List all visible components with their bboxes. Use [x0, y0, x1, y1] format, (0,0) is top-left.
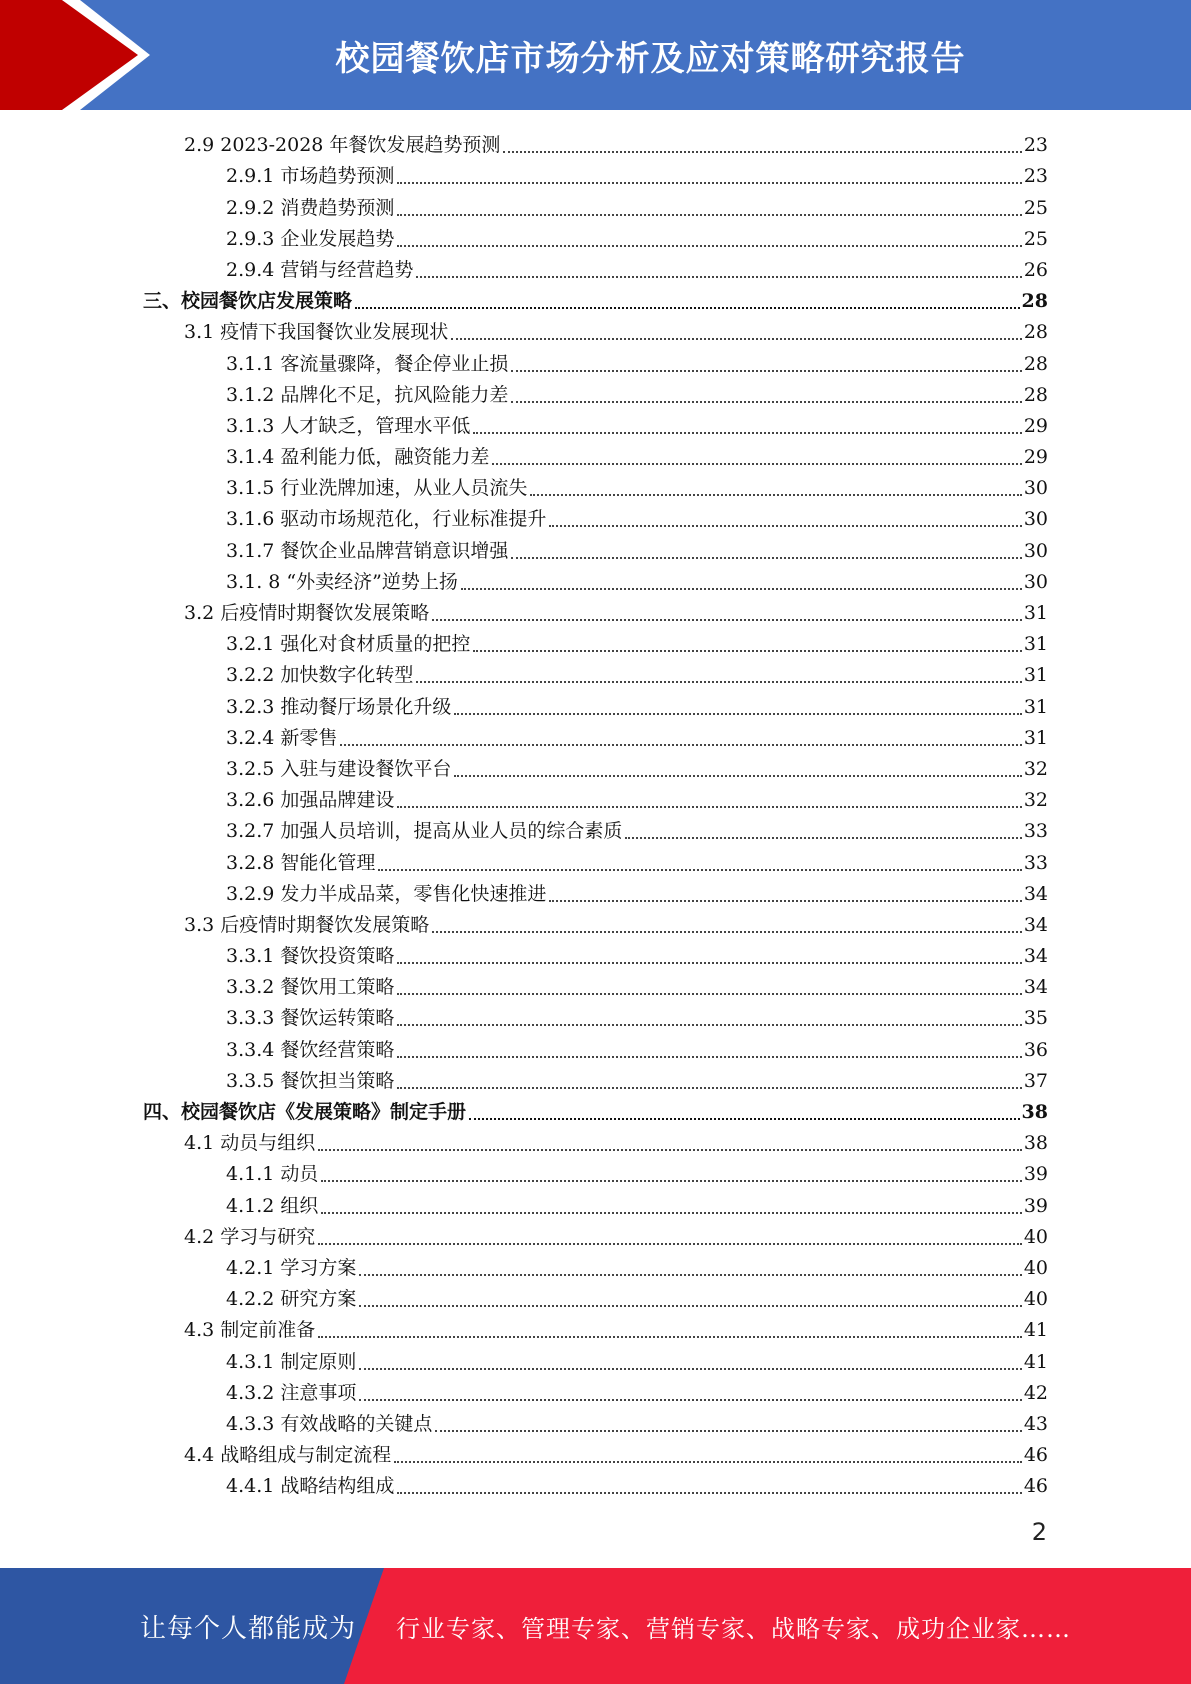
- toc-entry[interactable]: [0, 1000, 1191, 1031]
- toc-entry[interactable]: [0, 751, 1191, 782]
- toc-entry[interactable]: [0, 1406, 1191, 1437]
- toc-entry[interactable]: [0, 1187, 1191, 1218]
- toc-entry-page: 28: [1023, 383, 1048, 406]
- toc-entry-label: 3.3.3 餐饮运转策略: [226, 1007, 395, 1030]
- toc-leader-dots: [321, 1212, 1021, 1214]
- toc-entry-page: 31: [1023, 664, 1048, 687]
- toc-entry-page: 30: [1023, 508, 1048, 531]
- toc-leader-dots: [511, 370, 1021, 372]
- toc-entry-label: 4.1 动员与组织: [184, 1132, 316, 1155]
- toc-leader-dots: [321, 1180, 1021, 1182]
- toc-entry-page: 46: [1023, 1444, 1048, 1467]
- toc-entry-label: 4.1.1 动员: [226, 1163, 319, 1186]
- toc-leader-dots: [359, 1399, 1021, 1401]
- toc-entry-page: 41: [1023, 1350, 1048, 1373]
- toc-leader-dots: [397, 1492, 1021, 1494]
- toc-leader-dots: [454, 775, 1021, 777]
- toc-leader-dots: [397, 245, 1021, 247]
- toc-leader-dots: [432, 931, 1022, 933]
- toc-entry-page: 32: [1023, 757, 1048, 780]
- toc-entry[interactable]: [0, 626, 1191, 657]
- toc-entry[interactable]: [0, 1156, 1191, 1187]
- toc-entry[interactable]: [0, 720, 1191, 751]
- toc-leader-dots: [359, 1368, 1021, 1370]
- toc-entry-label: 4.3.1 制定原则: [226, 1350, 357, 1373]
- toc-entry-label: 4.2.2 研究方案: [226, 1288, 357, 1311]
- toc-entry[interactable]: [0, 1312, 1191, 1343]
- toc-leader-dots: [359, 1274, 1021, 1276]
- toc-leader-dots: [492, 463, 1021, 465]
- toc-entry-page: 34: [1023, 976, 1048, 999]
- toc-leader-dots: [473, 650, 1021, 652]
- toc-entry-page: 33: [1023, 851, 1048, 874]
- toc-entry-page: 31: [1023, 726, 1048, 749]
- toc-entry[interactable]: [0, 221, 1191, 252]
- toc-entry[interactable]: [0, 283, 1191, 314]
- toc-leader-dots: [530, 494, 1021, 496]
- toc-entry-page: 34: [1023, 945, 1048, 968]
- toc-entry[interactable]: [0, 1281, 1191, 1312]
- toc-entry[interactable]: [0, 1063, 1191, 1094]
- toc-entry[interactable]: [0, 252, 1191, 283]
- toc-leader-dots: [359, 1305, 1021, 1307]
- toc-entry[interactable]: [0, 938, 1191, 969]
- toc-entry-label: 三、校园餐饮店发展策略: [143, 290, 353, 313]
- toc-leader-dots: [461, 588, 1022, 590]
- toc-leader-dots: [397, 182, 1021, 184]
- toc-leader-dots: [469, 1118, 1020, 1120]
- toc-entry-label: 3.3.2 餐饮用工策略: [226, 976, 395, 999]
- toc-entry-label: 3.2.9 发力半成品菜，零售化快速推进: [226, 882, 547, 905]
- toc-leader-dots: [451, 338, 1022, 340]
- toc-leader-dots: [378, 869, 1021, 871]
- toc-entry[interactable]: [0, 1375, 1191, 1406]
- toc-entry-page: 34: [1023, 913, 1048, 936]
- toc-entry-page: 46: [1023, 1475, 1048, 1498]
- toc-leader-dots: [432, 619, 1022, 621]
- toc-entry-page: 33: [1023, 820, 1048, 843]
- toc-entry-page: 36: [1023, 1038, 1048, 1061]
- toc-entry[interactable]: [0, 189, 1191, 220]
- toc-entry-page: 28: [1021, 290, 1048, 313]
- toc-leader-dots: [397, 962, 1021, 964]
- toc-entry-label: 4.2.1 学习方案: [226, 1256, 357, 1279]
- toc-entry-label: 4.3.3 有效战略的关键点: [226, 1412, 433, 1435]
- toc-entry-label: 3.2.3 推动餐厅场景化升级: [226, 695, 452, 718]
- toc-entry-label: 3.2 后疫情时期餐饮发展策略: [184, 602, 430, 624]
- toc-entry[interactable]: [0, 345, 1191, 376]
- toc-entry-label: 2.9.3 企业发展趋势: [226, 227, 395, 250]
- toc-leader-dots: [397, 806, 1021, 808]
- toc-leader-dots: [397, 1056, 1021, 1058]
- toc-leader-dots: [503, 151, 1021, 153]
- toc-entry-label: 3.2.8 智能化管理: [226, 851, 376, 874]
- toc-leader-dots: [473, 432, 1021, 434]
- toc-entry-label: 4.4.1 战略结构组成: [226, 1475, 395, 1498]
- toc-entry[interactable]: [0, 782, 1191, 813]
- toc-entry-page: 31: [1023, 602, 1048, 624]
- toc-leader-dots: [355, 307, 1020, 309]
- toc-entry-label: 2.9 2023-2028 年餐饮发展趋势预测: [184, 134, 501, 157]
- toc-entry-label: 3.3 后疫情时期餐饮发展策略: [184, 913, 430, 936]
- toc-entry-page: 30: [1023, 539, 1048, 562]
- toc-entry-label: 4.1.2 组织: [226, 1194, 319, 1217]
- toc-entry[interactable]: [0, 1031, 1191, 1062]
- toc-leader-dots: [416, 276, 1021, 278]
- toc-entry[interactable]: [0, 532, 1191, 563]
- toc-entry-label: 3.1.1 客流量骤降，餐企停业止损: [226, 352, 509, 375]
- toc-entry-page: 40: [1023, 1225, 1048, 1248]
- toc-entry[interactable]: [0, 377, 1191, 408]
- table-of-contents: [0, 127, 1191, 1499]
- toc-entry-page: 29: [1023, 446, 1048, 469]
- toc-entry[interactable]: [0, 595, 1191, 626]
- toc-entry[interactable]: [0, 657, 1191, 688]
- toc-entry-page: 31: [1023, 633, 1048, 656]
- toc-entry-page: 41: [1023, 1319, 1048, 1342]
- toc-entry-page: 26: [1023, 258, 1048, 281]
- header-band: [0, 0, 1191, 110]
- toc-entry[interactable]: [0, 127, 1191, 158]
- toc-leader-dots: [511, 401, 1021, 403]
- toc-entry[interactable]: [0, 1219, 1191, 1250]
- toc-entry-page: 32: [1023, 789, 1048, 812]
- toc-entry[interactable]: [0, 408, 1191, 439]
- toc-entry[interactable]: [0, 314, 1191, 345]
- toc-entry-page: 40: [1023, 1256, 1048, 1279]
- toc-entry-label: 3.1.3 人才缺乏，管理水平低: [226, 414, 471, 437]
- toc-entry-label: 3.2.4 新零售: [226, 726, 338, 749]
- toc-entry-label: 3.3.1 餐饮投资策略: [226, 945, 395, 968]
- toc-entry-page: 23: [1023, 134, 1048, 157]
- toc-entry-page: 42: [1023, 1381, 1048, 1404]
- toc-entry-label: 3.1. 8 “外卖经济”逆势上扬: [226, 570, 458, 593]
- toc-entry-page: 34: [1023, 882, 1048, 905]
- footer-band: [0, 1568, 1191, 1684]
- toc-entry-label: 2.9.2 消费趋势预测: [226, 196, 395, 219]
- toc-entry-page: 29: [1023, 414, 1048, 437]
- toc-entry-page: 28: [1023, 352, 1048, 375]
- toc-entry-label: 4.3.2 注意事项: [226, 1381, 357, 1404]
- toc-entry-label: 4.3 制定前准备: [184, 1319, 316, 1342]
- toc-entry[interactable]: [0, 876, 1191, 907]
- toc-entry-page: 30: [1023, 477, 1048, 500]
- toc-entry[interactable]: [0, 501, 1191, 532]
- toc-leader-dots: [435, 1430, 1021, 1432]
- toc-entry[interactable]: [0, 907, 1191, 938]
- toc-entry[interactable]: [0, 439, 1191, 470]
- toc-leader-dots: [454, 713, 1021, 715]
- toc-entry-label: 3.3.5 餐饮担当策略: [226, 1069, 395, 1092]
- toc-entry-label: 3.2.5 入驻与建设餐饮平台: [226, 757, 452, 780]
- toc-leader-dots: [397, 993, 1021, 995]
- toc-entry-page: 37: [1023, 1069, 1048, 1092]
- toc-entry[interactable]: [0, 844, 1191, 875]
- toc-entry-page: 35: [1023, 1007, 1048, 1030]
- toc-entry-label: 4.2 学习与研究: [184, 1225, 316, 1248]
- toc-entry-page: 28: [1023, 321, 1048, 344]
- header-arrow-icon: [0, 0, 160, 110]
- toc-entry[interactable]: [0, 1468, 1191, 1499]
- toc-leader-dots: [340, 744, 1021, 746]
- toc-leader-dots: [397, 1024, 1021, 1026]
- toc-entry[interactable]: [0, 1437, 1191, 1468]
- document-title: 校园餐饮店市场分析及应对策略研究报告: [335, 38, 966, 79]
- toc-entry-label: 2.9.1 市场趋势预测: [226, 165, 395, 188]
- toc-leader-dots: [318, 1336, 1022, 1338]
- toc-entry-page: 39: [1023, 1194, 1048, 1217]
- toc-entry-label: 3.2.6 加强品牌建设: [226, 789, 395, 812]
- footer-slogan-left: 让每个人都能成为: [140, 1613, 357, 1644]
- toc-entry[interactable]: [0, 564, 1191, 595]
- toc-entry[interactable]: [0, 813, 1191, 844]
- page-number: 2: [1031, 1518, 1047, 1546]
- toc-entry-label: 3.1.5 行业洗牌加速，从业人员流失: [226, 477, 528, 500]
- toc-entry[interactable]: [0, 969, 1191, 1000]
- toc-entry-label: 3.1.2 品牌化不足，抗风险能力差: [226, 383, 509, 406]
- toc-entry-label: 3.2.1 强化对食材质量的把控: [226, 633, 471, 656]
- toc-entry[interactable]: [0, 1250, 1191, 1281]
- toc-entry-page: 31: [1023, 695, 1048, 718]
- toc-entry-label: 4.4 战略组成与制定流程: [184, 1444, 392, 1467]
- toc-entry-page: 39: [1023, 1163, 1048, 1186]
- toc-entry[interactable]: [0, 158, 1191, 189]
- toc-entry-page: 38: [1021, 1101, 1048, 1123]
- toc-entry[interactable]: [0, 1125, 1191, 1156]
- toc-entry-label: 3.1 疫情下我国餐饮业发展现状: [184, 321, 449, 344]
- toc-entry[interactable]: [0, 688, 1191, 719]
- toc-entry-label: 3.1.6 驱动市场规范化，行业标准提升: [226, 508, 547, 531]
- toc-leader-dots: [416, 681, 1021, 683]
- toc-entry-label: 四、校园餐饮店《发展策略》制定手册: [143, 1101, 467, 1123]
- toc-leader-dots: [549, 525, 1021, 527]
- toc-leader-dots: [318, 1149, 1022, 1151]
- toc-leader-dots: [397, 1087, 1021, 1089]
- toc-entry-page: 23: [1023, 165, 1048, 188]
- toc-entry-label: 2.9.4 营销与经营趋势: [226, 258, 414, 281]
- toc-entry-page: 40: [1023, 1288, 1048, 1311]
- toc-entry-page: 30: [1023, 570, 1048, 593]
- toc-entry[interactable]: [0, 1094, 1191, 1125]
- toc-leader-dots: [549, 900, 1021, 902]
- toc-entry-label: 3.3.4 餐饮经营策略: [226, 1038, 395, 1061]
- toc-leader-dots: [625, 837, 1021, 839]
- toc-entry-label: 3.2.2 加快数字化转型: [226, 664, 414, 687]
- toc-entry[interactable]: [0, 1343, 1191, 1374]
- toc-entry-label: 3.2.7 加强人员培训，提高从业人员的综合素质: [226, 820, 623, 843]
- toc-leader-dots: [511, 557, 1021, 559]
- footer-slogan-right: 行业专家、管理专家、营销专家、战略专家、成功企业家……: [396, 1614, 1071, 1643]
- toc-entry-page: 43: [1023, 1412, 1048, 1435]
- toc-leader-dots: [397, 214, 1021, 216]
- toc-entry-label: 3.1.7 餐饮企业品牌营销意识增强: [226, 539, 509, 562]
- toc-leader-dots: [318, 1243, 1022, 1245]
- toc-entry-page: 38: [1023, 1132, 1048, 1155]
- toc-leader-dots: [394, 1461, 1022, 1463]
- toc-entry-label: 3.1.4 盈利能力低，融资能力差: [226, 446, 490, 469]
- toc-entry[interactable]: [0, 470, 1191, 501]
- toc-entry-page: 25: [1023, 196, 1048, 219]
- toc-entry-page: 25: [1023, 227, 1048, 250]
